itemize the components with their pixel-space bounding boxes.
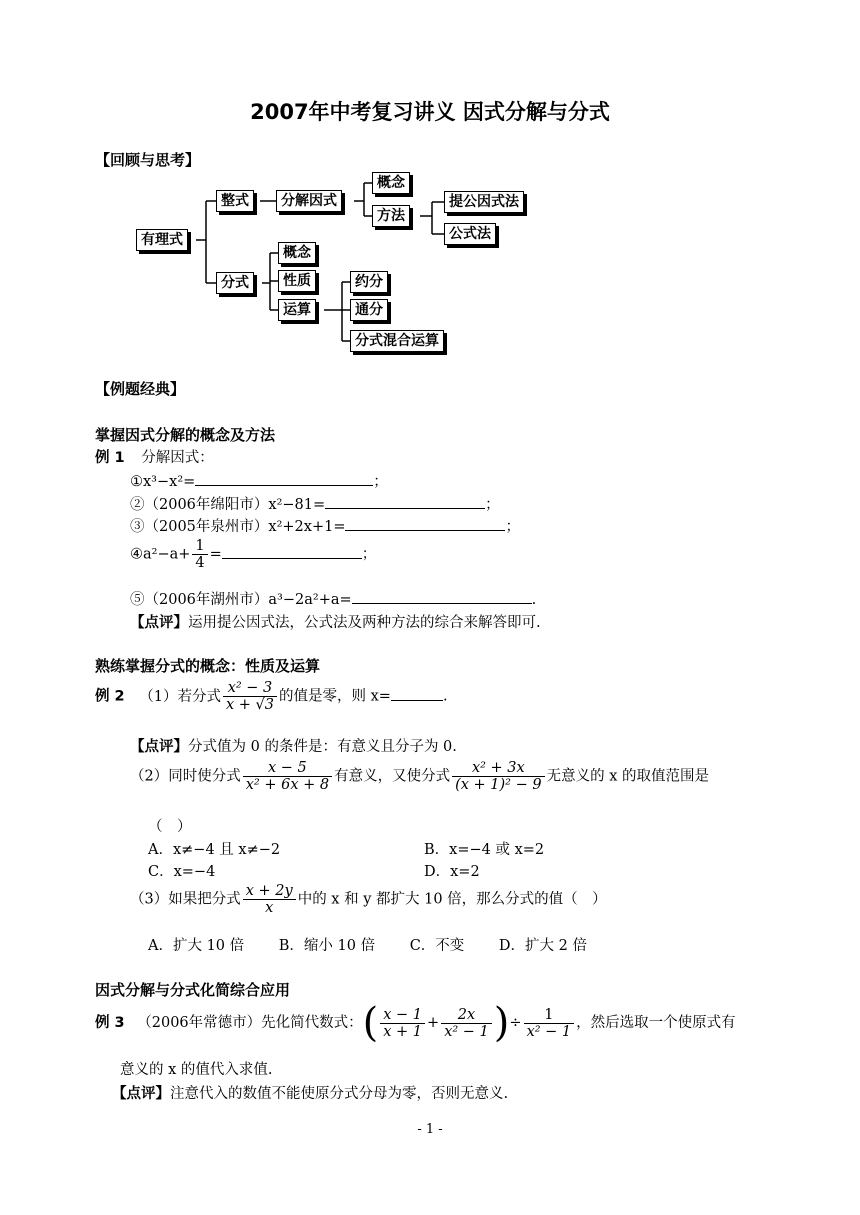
fraction-q2-b: $\frac{\text{x² + 3x}}{\text{(x + 1)² − 9}}$: [452, 760, 545, 793]
fraction-q1: $\frac{\text{x² − 3}}{x + √3}$: [223, 680, 277, 713]
semicolon: ；: [505, 519, 520, 535]
comment-tag: 【点评】: [112, 1086, 170, 1102]
diagram-node-method: 方法: [372, 205, 410, 227]
item-1-expression: ①x³−x²=: [130, 474, 196, 490]
example-3-line: 例 3 （2006年常德市）先化简代数式：( $\frac{x - 1}{x + 1}$ + $\frac{2x}{\text{x² − 1}}$ )÷ $\frac{1}{\text{x² − 1}}$ ，然后选取一个使原式有: [95, 1000, 736, 1046]
topic-fraction-heading: 熟练掌握分式的概念：性质及运算: [95, 657, 321, 675]
fraction-ex3-a: $\frac{x - 1}{x + 1}$: [380, 1007, 425, 1040]
diagram-node-reduce: 约分: [350, 271, 388, 293]
comment-text: 运用提公因式法，公式法及两种方法的综合来解答即可.: [188, 615, 541, 631]
q2-option-d: D．x=2: [424, 864, 480, 880]
answer-blank: [222, 544, 362, 559]
q3-option-c: C．不变: [409, 938, 465, 954]
topic-combined-heading: 因式分解与分式化简综合应用: [95, 981, 291, 999]
example-1-line: [95, 446, 214, 467]
diagram-node-formula: 公式法: [444, 223, 496, 245]
answer-blank: [352, 589, 532, 604]
item-2-expression: ②（2006年绵阳市）x²−81=: [130, 497, 326, 513]
example-1-prompt: 分解因式：: [141, 450, 214, 466]
semicolon: ；: [485, 497, 500, 513]
page-number: - 1 -: [417, 1122, 443, 1137]
semicolon: ；: [361, 546, 377, 563]
example-1-item-5: [130, 588, 536, 609]
fraction-ex3-b: $\frac{2x}{\text{x² − 1}}$: [441, 1007, 492, 1040]
diagram-node-factorization: 分解因式: [276, 190, 342, 212]
fraction-q2-a: $\frac{x - 5}{\text{x² + 6x + 8}}$: [243, 760, 332, 793]
answer-blank: [195, 471, 373, 486]
answer-blank: [345, 516, 505, 531]
semicolon: ；: [373, 474, 388, 490]
comment-text: 注意代入的数值不能使原分式分母为零，否则无意义.: [170, 1086, 509, 1102]
diagram-node-property: 性质: [278, 270, 316, 292]
left-paren: (: [362, 1000, 379, 1046]
q3-option-a: A．扩大 10 倍: [148, 938, 245, 954]
example-3-line-2: 意义的 x 的值代入求值.: [120, 1062, 273, 1078]
section-review-heading: 【回顾与思考】: [95, 151, 201, 169]
diagram-node-operation: 运算: [278, 299, 316, 321]
fraction-ex3-c: $\frac{1}{\text{x² − 1}}$: [524, 1007, 575, 1040]
answer-blank: [325, 494, 485, 509]
answer-blank: [391, 686, 443, 701]
example-1-item-4: ④a²−a+ $\frac{1}{4}$ = ；: [130, 538, 377, 571]
item-5-expression: ⑤（2006年湖州市）a³−2a²+a=: [130, 592, 352, 608]
comment-text: 分式值为 0 的条件是：有意义且分子为 0.: [188, 739, 457, 755]
page-title: 2007年中考复习讲义 因式分解与分式: [250, 100, 610, 124]
fraction-one-quarter: $\frac{1}{4}$: [192, 538, 207, 571]
example-1-comment: [130, 611, 541, 632]
example-1-item-1: [130, 470, 388, 491]
diagram-node-rational-expression: 有理式: [136, 229, 188, 251]
q2-option-c: C．x=−4: [148, 864, 216, 880]
example-2-q3: （3）如果把分式 $\frac{x + 2y}{x}$ 中的 x 和 y 都扩大 10 倍，那么分式的值（ ）: [130, 883, 607, 916]
diagram-node-common-factor: 提公因式法: [444, 191, 524, 213]
example-2-label: 例 2: [95, 688, 125, 705]
item-4-expression: ④a²−a+: [130, 546, 191, 563]
comment-tag: 【点评】: [130, 615, 188, 631]
q3-option-b: B．缩小 10 倍: [278, 938, 376, 954]
q3-option-d: D．扩大 2 倍: [498, 938, 587, 954]
diagram-node-common-denominator: 通分: [350, 299, 388, 321]
topic-factorization-heading: 掌握因式分解的概念及方法: [95, 426, 276, 444]
example-2-q1: 例 2 （1）若分式 $\frac{\text{x² − 3}}{x + √3}$ 的值是零，则 x= .: [95, 680, 448, 713]
fraction-q3: $\frac{x + 2y}{x}$: [243, 883, 296, 916]
q2-option-a: A．x≠−4 且 x≠−2: [148, 842, 281, 858]
right-paren: ): [493, 1000, 510, 1046]
example-1-label: 例 1: [95, 450, 125, 466]
q2-answer-paren: （ ）: [148, 819, 192, 835]
example-3-label: 例 3: [95, 1015, 125, 1031]
period: .: [531, 592, 537, 608]
item-3-expression: ③（2005年泉州市）x²+2x+1=: [130, 519, 346, 535]
diagram-node-mixed-operations: 分式混合运算: [350, 330, 444, 352]
q3-options: [148, 934, 587, 955]
example-1-item-2: [130, 493, 500, 514]
example-2-q2: （2）同时使分式 $\frac{x - 5}{\text{x² + 6x + 8}}$ 有意义，又使分式 $\frac{\text{x² + 3x}}{\text{(x + 1)² − 9}}$ 无意义的 x 的取值范围是: [130, 760, 709, 793]
diagram-node-concept-2: 概念: [278, 242, 316, 264]
diagram-node-polynomial: 整式: [216, 190, 254, 212]
diagram-node-concept-1: 概念: [372, 172, 410, 194]
section-examples-heading: 【例题经典】: [95, 380, 186, 398]
diagram-node-fraction: 分式: [216, 272, 254, 294]
q2-option-b: B．x=−4 或 x=2: [424, 842, 545, 858]
comment-tag: 【点评】: [130, 739, 188, 755]
example-3-comment: [112, 1082, 508, 1103]
example-1-item-3: [130, 515, 520, 536]
example-2-comment-1: [130, 735, 457, 756]
